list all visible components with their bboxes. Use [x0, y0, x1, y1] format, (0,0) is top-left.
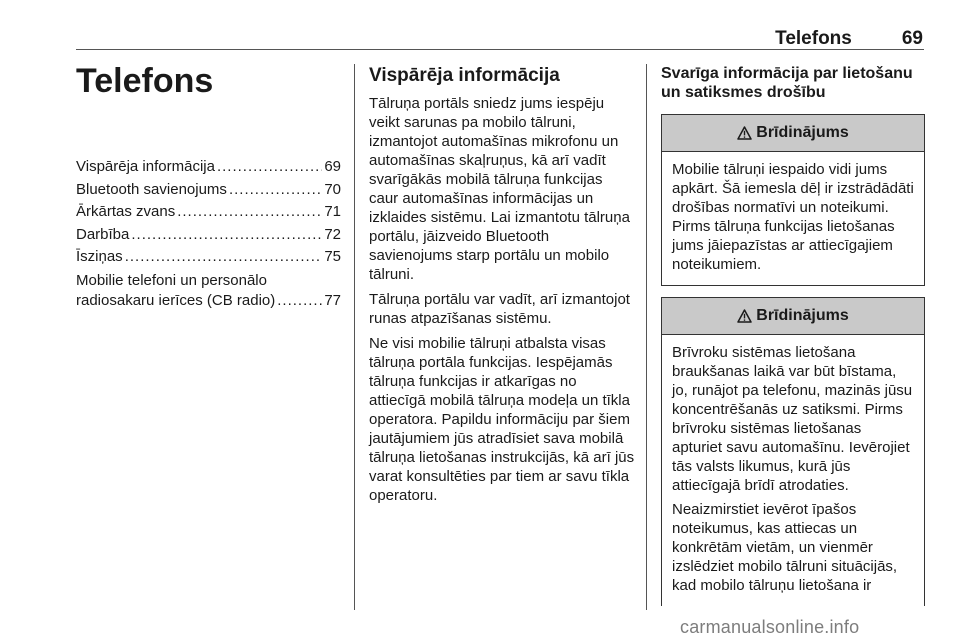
paragraph: Tālruņa portāls sniedz jums iespēju veikt sarunas pa mobilo tālruni, izmantojot automašīnas mikrofonu un automašīnas skaļruņus, kā arī vadīt svarīgākās mobilā tālruņa funkcijas caur automašīnas informācijas un izklaides sistēmu. Lai izmantotu tālruņa portālu, jāizveido Bluetooth savienojums starp portālu un mobilo tālruni.	[369, 95, 630, 283]
toc-item-label-line2: radiosakaru ierīces (CB radio)	[76, 291, 276, 309]
toc-item-label: Bluetooth savienojums	[76, 180, 227, 198]
column-divider-2	[646, 64, 647, 610]
paragraph: Ne visi mobilie tālruņi atbalsta visas tālruņa portāla funkcijas. Iespējamās tālruņa funkcijas ir atkarīgas no attiecīgā mobilā tālruņa modeļa un tīkla operatora. Papildu informāciju par šiem jautājumiem jūs atradīsiet sava mobilā tālruņa lietošanas instrukcijās, kā arī jūs varat konsultēties par tiem ar savu tīkla operatoru.	[369, 335, 635, 504]
toc-leader	[277, 291, 322, 311]
toc-item[interactable]	[76, 156, 341, 179]
safety-column	[661, 64, 925, 617]
running-head-section: Telefons	[775, 28, 852, 49]
toc-leader	[131, 224, 322, 247]
toc-item[interactable]	[76, 246, 341, 269]
warning-header	[662, 298, 924, 335]
toc-item-label: Darbība	[76, 225, 130, 243]
warning-box	[661, 297, 925, 606]
warning-heading: Brīdinājums	[756, 124, 849, 141]
toc-item-label-line1: Mobilie telefoni un personālo	[76, 271, 267, 289]
warning-text: Brīvroku sistēmas lietošana braukšanas laikā var būt bīstama, jo, runājot pa telefonu, mazinās jūsu koncentrēšanās uz satiksmi. Pirms brīvroku sistēmas lietošanas apturiet savu automašīnu. Ievērojiet tās valsts likumus, kurā jūs attiecīgajā brīdī atrodaties.	[672, 344, 913, 494]
toc-leader	[217, 156, 322, 179]
warning-triangle-icon	[737, 309, 752, 323]
toc-item-label: Vispārēja informācija	[76, 158, 215, 175]
watermark: carmanualsonline.info	[680, 617, 860, 637]
warning-header	[662, 115, 924, 152]
toc-item-page: 72	[324, 225, 341, 243]
section-title: Vispārēja informācija	[369, 65, 560, 86]
toc-item[interactable]	[76, 179, 341, 202]
chapter-title: Telefons	[76, 62, 214, 100]
warning-heading: Brīdinājums	[756, 307, 849, 324]
warning-body	[662, 335, 924, 606]
toc-item-page: 77	[324, 291, 341, 309]
toc-leader	[125, 246, 323, 269]
toc-item[interactable]	[76, 271, 341, 311]
toc-item-page: 70	[324, 180, 341, 198]
toc-leader	[229, 179, 322, 202]
toc-item-label: Ārkārtas zvans	[76, 203, 176, 220]
toc-item-label: Īsziņas	[76, 248, 123, 265]
paragraph: Tālruņa portālu var vadīt, arī izmantojot runas atpazīšanas sistēmu.	[369, 291, 630, 327]
page-number: 69	[901, 28, 923, 49]
warning-triangle-icon	[737, 126, 752, 140]
toc-item-page: 71	[324, 203, 341, 220]
general-info-column	[369, 64, 635, 511]
subsection-title: Svarīga informācija par lietošanu un satiksmes drošību	[661, 65, 913, 101]
header-rule	[76, 49, 924, 50]
column-divider-1	[354, 64, 355, 610]
warning-text: Neaizmirstiet ievērot īpašos noteikumus, kas attiecas un konkrētām vietām, un vienmēr izslēdziet mobilo tālruni situācijās, kad mobilo tālruņu lietošana ir	[672, 501, 898, 594]
toc-item[interactable]	[76, 201, 341, 224]
chapter-column	[76, 58, 341, 311]
warning-text: Mobilie tālruņi iespaido vidi jums apkārt. Šā iemesla dēļ ir izstrādādāti drošības normatīvi un noteikumi. Pirms tālruņa funkcijas lietošanas jums jāiepazīstas ar attiecīgajiem noteikumiem.	[672, 161, 914, 273]
toc-item[interactable]	[76, 224, 341, 247]
warning-box	[661, 114, 925, 286]
table-of-contents	[76, 156, 341, 311]
toc-item-page: 75	[324, 248, 341, 265]
toc-item-page: 69	[324, 158, 341, 175]
toc-leader	[177, 201, 322, 224]
warning-body	[662, 152, 924, 285]
